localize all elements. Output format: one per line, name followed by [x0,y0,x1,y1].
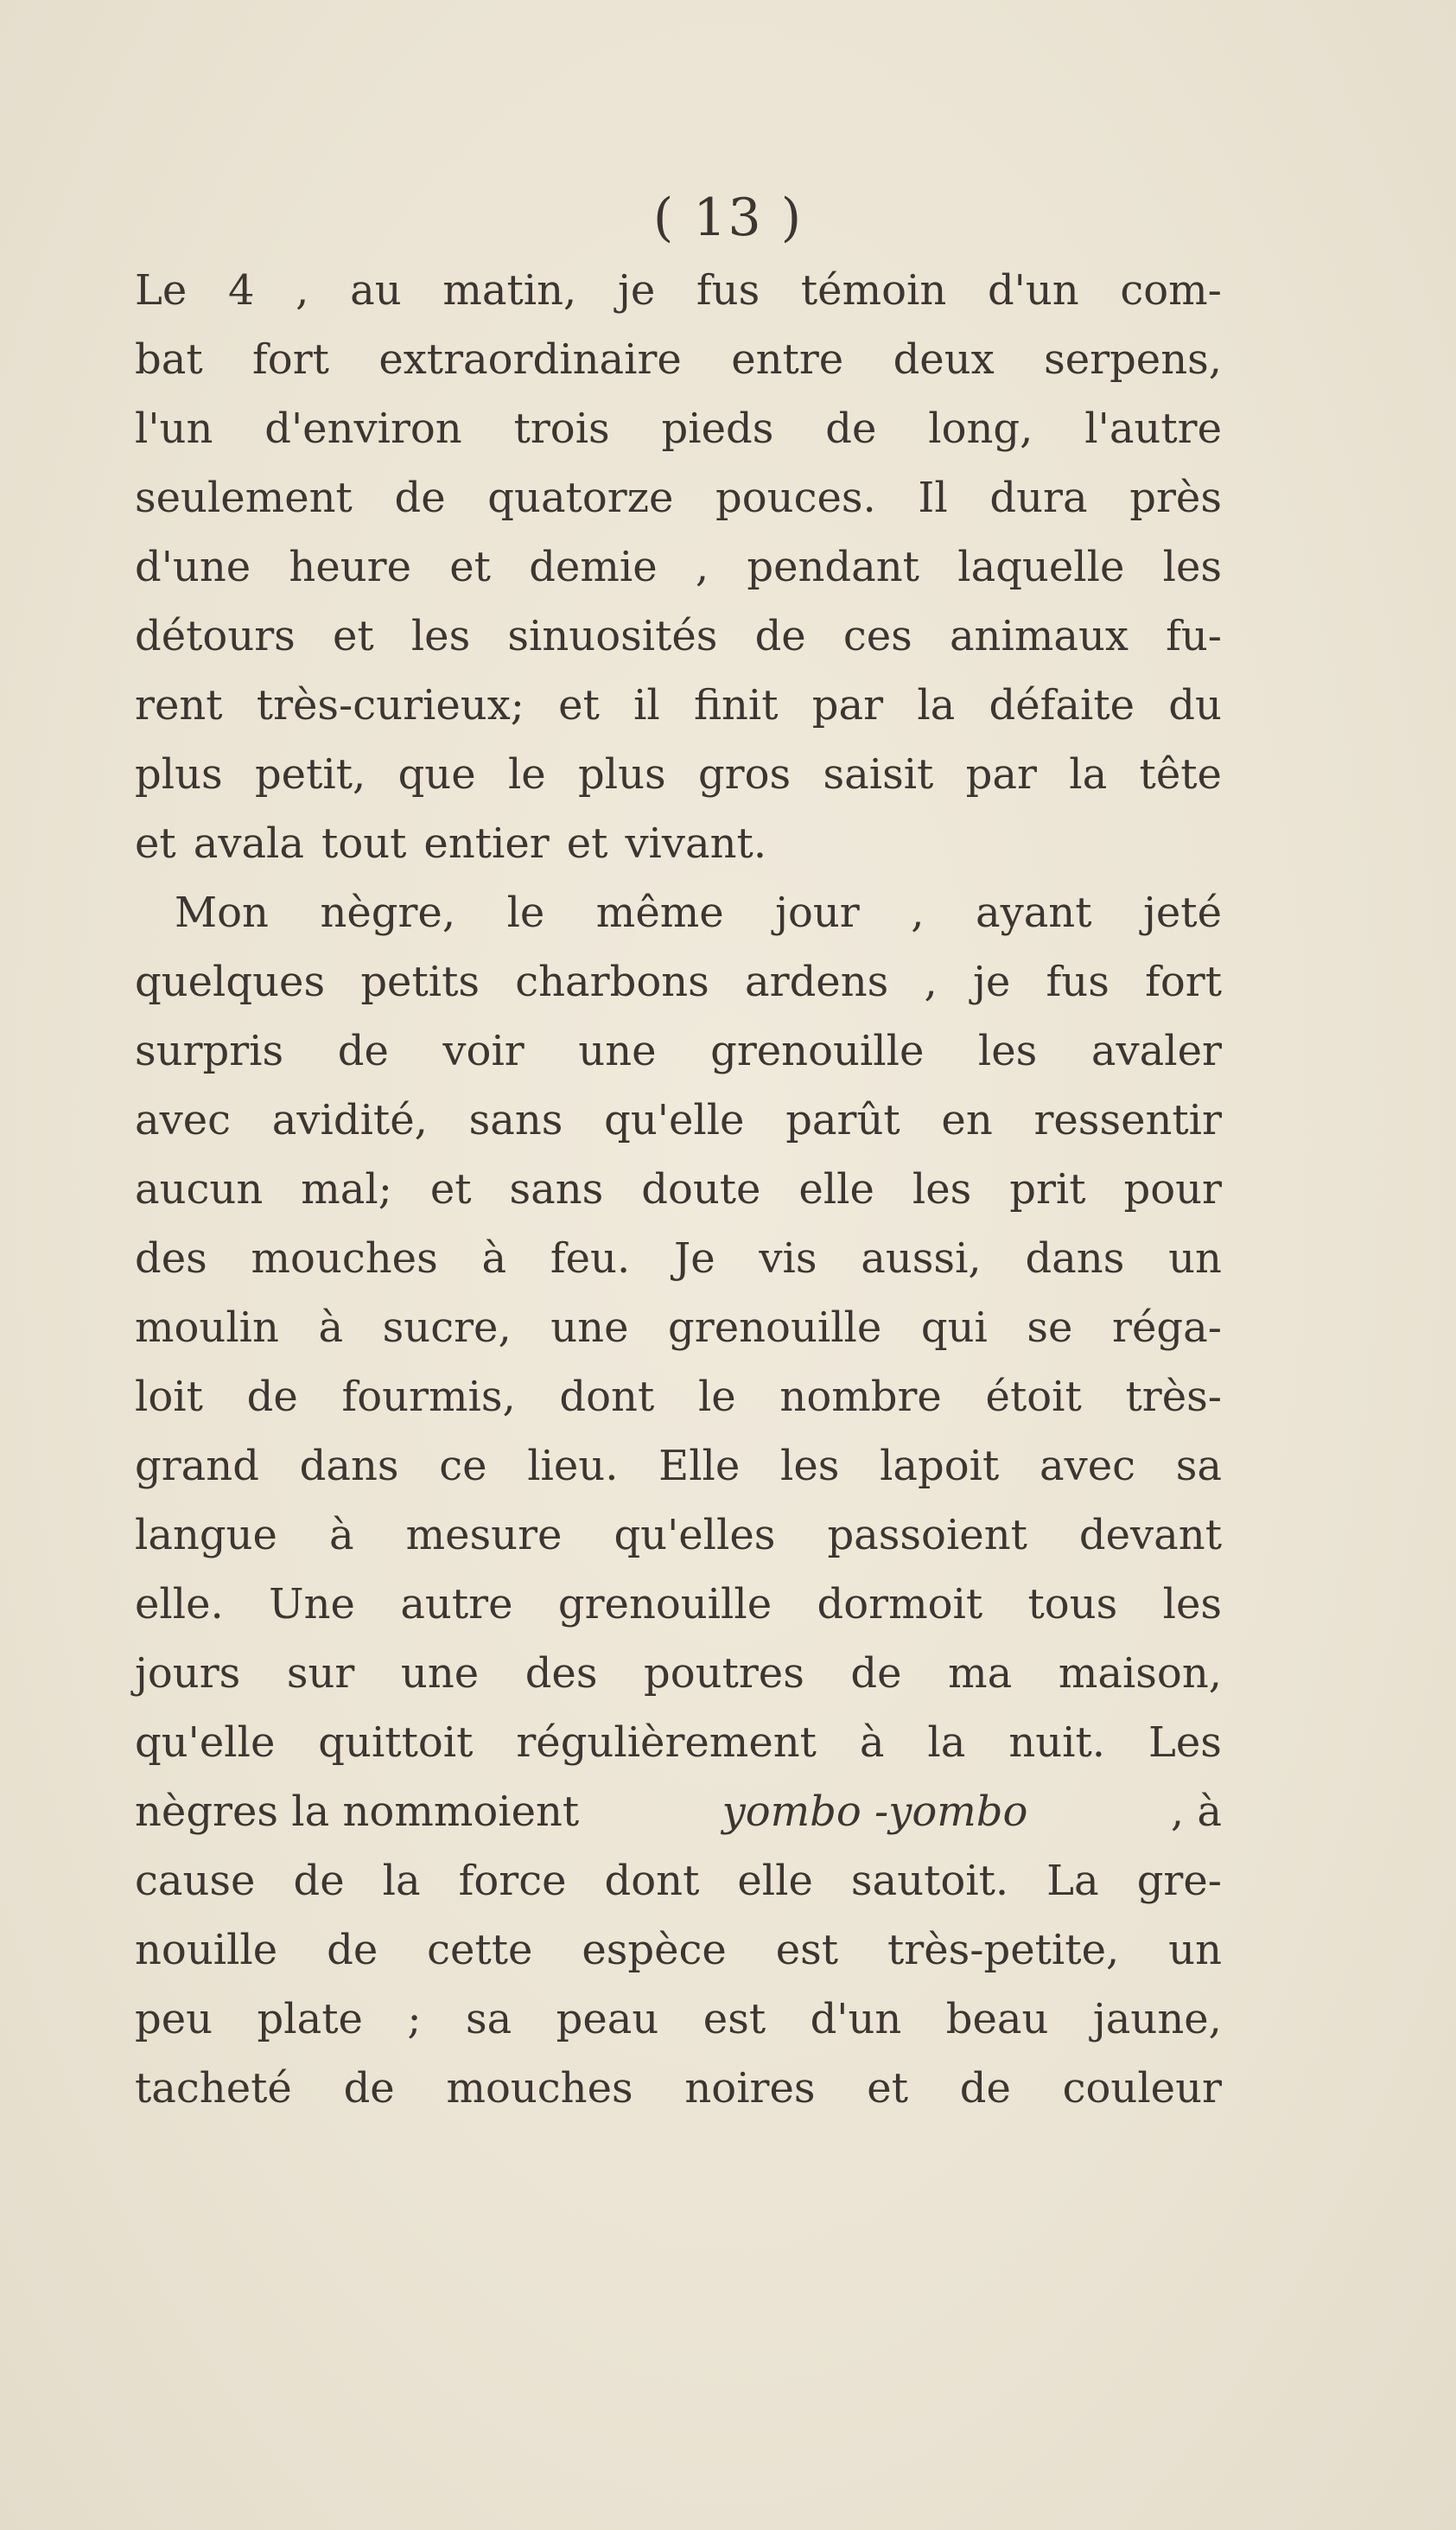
word: grenouille [557,1580,773,1628]
word: autre [400,1580,513,1628]
word: de [825,405,877,453]
word: mouches [446,2064,633,2113]
word: Le [135,266,188,315]
word: d'un [987,266,1079,315]
word: ressentir [1033,1096,1222,1144]
word: d'environ [264,405,462,453]
text-line [135,1570,1222,1639]
text-line [135,1155,1222,1224]
word: fu- [1166,612,1222,660]
word: et [558,681,600,730]
word: gre- [1136,1857,1222,1905]
word: et [566,819,608,868]
word: trois [513,405,610,453]
word: sans [509,1165,604,1214]
word: petits [360,958,480,1006]
word: à [328,1511,354,1559]
word: couleur [1062,2064,1222,2113]
word: elle [798,1165,874,1214]
word: de [850,1649,902,1698]
text-line [135,878,1222,947]
word: la [917,681,956,730]
word: dans [1025,1234,1125,1283]
word: de [959,2064,1011,2113]
word: avaler [1090,1027,1222,1075]
word: plus [578,750,666,799]
word: doute [641,1165,761,1214]
body-text [135,256,1222,2123]
text-line [135,671,1222,740]
word: une [400,1649,480,1698]
word: d'un [810,1995,902,2043]
word: tacheté [135,2064,292,2113]
word: qu'elle [135,1718,276,1767]
text-line [135,394,1222,463]
word: entier [423,819,550,868]
word: demie [529,543,658,591]
word: étoit [985,1373,1082,1421]
word: fort [1145,958,1222,1006]
word: en [941,1096,993,1144]
text-line [135,947,1222,1016]
word: régulièrement [516,1718,817,1767]
word: moulin [135,1303,279,1352]
word: Je [673,1234,715,1283]
text-line [135,602,1222,671]
text-line [135,256,1222,325]
word: l'un [135,405,213,453]
word: Une [269,1580,355,1628]
text-line [135,1985,1222,2054]
page-number: ( 13 ) [652,188,804,248]
text-line [135,1915,1222,1985]
word: sa [1175,1442,1222,1490]
word: beau [945,1995,1049,2043]
word: les [780,1442,840,1490]
word: sur [286,1649,355,1698]
word: charbons [515,958,709,1006]
word: feu. [550,1234,631,1283]
word: ayant [975,889,1092,937]
word: plate [257,1995,363,2043]
word: deux [893,335,995,384]
word: à [318,1303,344,1352]
word: ces [842,612,912,660]
word: très-petite, [887,1926,1120,1974]
word: long, [928,405,1033,453]
word: d'une [135,543,251,591]
word: lapoit [880,1442,1000,1490]
word: , [924,958,938,1006]
word: poutres [644,1649,804,1698]
word: dont [604,1857,700,1905]
word: elle. [135,1580,224,1628]
word: entre [731,335,844,384]
word: à [481,1234,507,1283]
word: un [1168,1926,1222,1974]
word: voir [442,1027,525,1075]
word: pouces. [715,474,876,522]
word: que [397,750,476,799]
word: ce [439,1442,487,1490]
word: de [246,1373,298,1421]
word: parût [785,1096,900,1144]
text-line [135,325,1222,394]
word: qu'elles [614,1511,776,1559]
word: cette [427,1926,533,1974]
word: aucun [135,1165,264,1214]
word: de [754,612,806,660]
word: sucre, [382,1303,512,1352]
word: près [1129,474,1222,522]
word: quatorze [487,474,674,522]
word: langue [135,1511,277,1559]
text-line [135,1639,1222,1708]
word: mal; [301,1165,392,1214]
word: nombre [779,1373,942,1421]
word: l'autre [1084,405,1222,453]
word: le [697,1373,736,1421]
word: les [410,612,471,660]
text-line [135,1708,1222,1777]
word: noires [684,2064,816,2113]
word: le [507,750,546,799]
word: des [525,1649,598,1698]
word: par [965,750,1037,799]
word: rent [135,681,223,730]
word: fus [696,266,760,315]
word: loit [135,1373,203,1421]
word: mesure [405,1511,563,1559]
word: jeté [1142,889,1222,937]
word: est [703,1995,766,2043]
word: cause [135,1857,256,1905]
word: sa [465,1995,512,2043]
word: dura [989,474,1088,522]
word: avec [1040,1442,1136,1490]
word: est [775,1926,839,1974]
text-segment: nègres la nommoient [135,1788,580,1836]
word: Il [918,474,948,522]
word: elle [737,1857,813,1905]
word: Les [1148,1718,1222,1767]
text-line [135,1846,1222,1915]
text-line [135,1362,1222,1431]
word: sautoit. [850,1857,1009,1905]
word: gros [697,750,792,799]
word: matin, [442,266,577,315]
word: et [449,543,491,591]
word: avala [193,819,305,868]
word: Mon [175,889,269,937]
word: surpris [135,1027,284,1075]
text-line [135,1293,1222,1362]
word: pour [1123,1165,1222,1214]
word: maison, [1058,1649,1222,1698]
word: nuit. [1008,1718,1106,1767]
text-line [135,532,1222,602]
word: qui [920,1303,988,1352]
word: à [859,1718,885,1767]
word: tête [1139,750,1222,799]
word: de [343,2064,395,2113]
text-line [135,1086,1222,1155]
text-line [135,463,1222,532]
word: se [1027,1303,1073,1352]
word: mouches [251,1234,438,1283]
word: aussi, [861,1234,982,1283]
word: peu [135,1995,213,2043]
word: force [458,1857,567,1905]
word: , [911,889,925,937]
word: de [327,1926,378,1974]
word: tous [1027,1580,1118,1628]
text-line [135,740,1222,809]
word: peau [556,1995,659,2043]
word: une [550,1303,629,1352]
word: et [332,612,374,660]
italic-term: yombo -yombo [722,1788,1028,1836]
word: , [695,543,709,591]
word: dormoit [817,1580,983,1628]
text-line [135,809,1222,878]
word: quittoit [318,1718,474,1767]
text-line [135,1431,1222,1501]
word: saisit [823,750,934,799]
word: nègre, [320,889,456,937]
word: réga- [1112,1303,1222,1352]
word: je [617,266,656,315]
word: avec [135,1096,232,1144]
word: com- [1120,266,1222,315]
word: petit, [254,750,366,799]
word: sans [468,1096,563,1144]
word: heure [289,543,411,591]
word: quelques [135,958,326,1006]
word: le [506,889,545,937]
word: très- [1125,1373,1222,1421]
word: une [578,1027,657,1075]
word: très-curieux; [256,681,525,730]
word: des [135,1234,207,1283]
text-line [135,1501,1222,1570]
word: jours [135,1649,241,1698]
word: dont [559,1373,655,1421]
word: du [1168,681,1222,730]
word: fus [1046,958,1109,1006]
word: fort [252,335,329,384]
word: et [135,819,176,868]
word: animaux [949,612,1129,660]
word: ; [407,1995,422,2043]
word: avidité, [271,1096,428,1144]
word: témoin [800,266,947,315]
word: les [912,1165,972,1214]
word: nouille [135,1926,278,1974]
word: les [1162,1580,1222,1628]
word: dans [299,1442,399,1490]
text-line [135,1016,1222,1086]
word: jour [775,889,860,937]
word: seulement [135,474,353,522]
word: ma [948,1649,1013,1698]
word: pendant [747,543,919,591]
word: vis [759,1234,817,1283]
word: grand [135,1442,259,1490]
word: défaite [989,681,1135,730]
word: tout [321,819,407,868]
word: fourmis, [341,1373,516,1421]
word: plus [135,750,223,799]
word: espèce [582,1926,727,1974]
word: de [394,474,446,522]
word: grenouille [668,1303,882,1352]
text-line [135,1224,1222,1293]
word: 4 [227,266,255,315]
word: la [382,1857,421,1905]
word: et [867,2064,908,2113]
word: serpens, [1044,335,1222,384]
word: passoient [827,1511,1027,1559]
text-segment: , à [1170,1788,1222,1836]
text-line [135,2054,1222,2123]
word: un [1168,1234,1222,1283]
word: de [337,1027,389,1075]
word: vivant. [625,819,767,868]
word: les [977,1027,1038,1075]
word: La [1046,1857,1099,1905]
word: par [811,681,884,730]
word: détours [135,612,296,660]
word: qu'elle [604,1096,745,1144]
word: et [429,1165,472,1214]
word: même [595,889,724,937]
word: je [973,958,1011,1006]
word: prit [1009,1165,1086,1214]
word: il [633,681,660,730]
word: pieds [661,405,774,453]
word: finit [694,681,779,730]
word: bat [135,335,203,384]
word: au [350,266,402,315]
word: devant [1078,1511,1222,1559]
word: laquelle [957,543,1125,591]
word: sinuosités [507,612,718,660]
word: Elle [658,1442,741,1490]
word: , [296,266,309,315]
word: la [927,1718,966,1767]
word: extraordinaire [378,335,682,384]
word: ardens [745,958,889,1006]
word: la [1069,750,1108,799]
word: grenouille [710,1027,925,1075]
word: jaune, [1092,1995,1222,2043]
word: lieu. [527,1442,619,1490]
word: les [1162,543,1222,591]
text-line-italic [135,1777,1222,1846]
word: de [293,1857,345,1905]
